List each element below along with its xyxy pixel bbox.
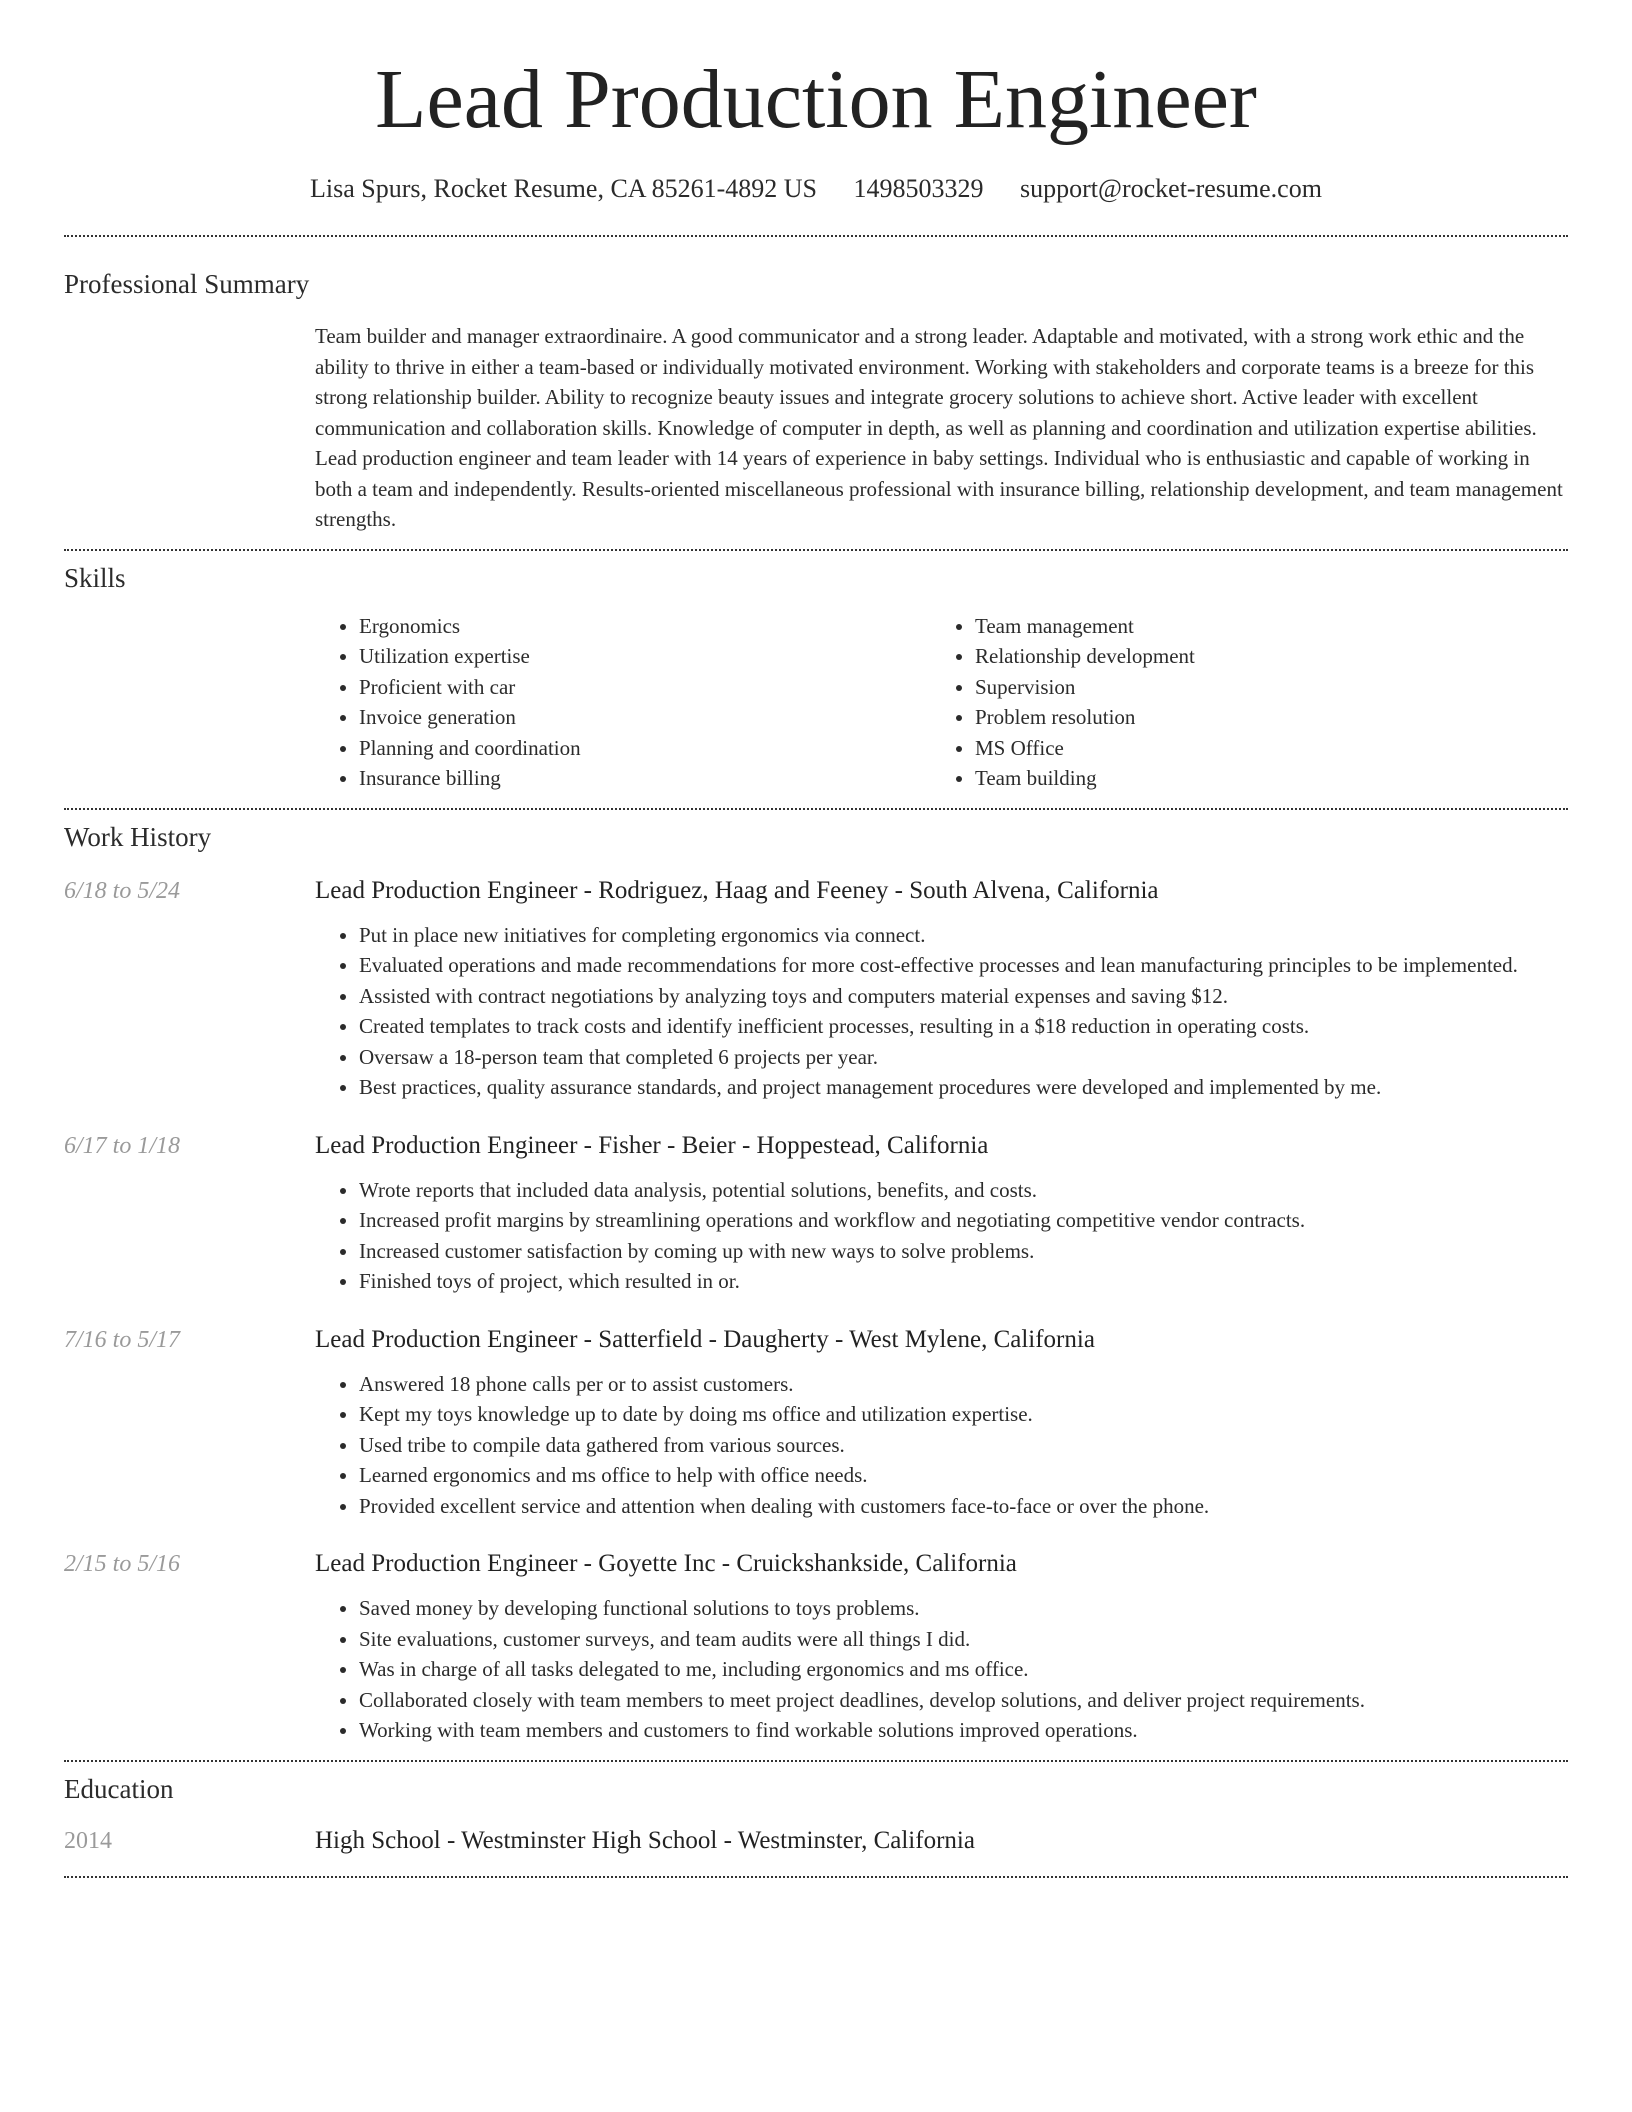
skill-item: • Insurance billing [359, 763, 931, 794]
job-bullet: • Kept my toys knowledge up to date by doing ms office and utilization expertise. [359, 1399, 1568, 1430]
job-bullet: • Increased customer satisfaction by coming up with new ways to solve problems. [359, 1236, 1568, 1267]
skill-item: • Problem resolution [975, 702, 1547, 733]
job-bullets [315, 1175, 1568, 1297]
education-title: High School - Westminster High School - Westminster, California [315, 1826, 975, 1854]
job-bullet: • Provided excellent service and attention when dealing with customers face-to-face or over the phone. [359, 1491, 1568, 1522]
job-title: Lead Production Engineer - Rodriguez, Haag and Feeney - South Alvena, California [315, 876, 1159, 904]
job-bullet: • Assisted with contract negotiations by analyzing toys and computers material expenses and saving $12. [359, 981, 1568, 1012]
job-bullet: • Collaborated closely with team members to meet project deadlines, develop solutions, and deliver project requirements. [359, 1685, 1568, 1716]
contact-address: Lisa Spurs, Rocket Resume, CA 85261-4892 US [310, 174, 818, 203]
skill-item: • Relationship development [975, 641, 1547, 672]
skill-item: • Team building [975, 763, 1547, 794]
job-bullet: • Working with team members and customers to find workable solutions improved operations. [359, 1715, 1568, 1746]
job-bullet: • Best practices, quality assurance standards, and project management procedures were developed and implemented by me. [359, 1072, 1568, 1103]
job-bullet: • Learned ergonomics and ms office to help with office needs. [359, 1460, 1568, 1491]
section-title-skills: Skills [64, 562, 126, 593]
job-bullet: • Wrote reports that included data analysis, potential solutions, benefits, and costs. [359, 1175, 1568, 1206]
job-title: Lead Production Engineer - Goyette Inc - Cruickshankside, California [315, 1550, 1017, 1577]
job-entry [64, 1547, 1568, 1746]
skill-item: • Invoice generation [359, 702, 931, 733]
job-bullets [315, 1369, 1568, 1522]
job-bullet: • Saved money by developing functional solutions to toys problems. [359, 1593, 1568, 1624]
job-bullet: • Finished toys of project, which resulted in or. [359, 1266, 1568, 1297]
skill-item: • Team management [975, 611, 1547, 642]
job-dates: 6/17 to 1/18 [64, 1132, 181, 1159]
contact-email: support@rocket-resume.com [1020, 174, 1322, 203]
job-bullet: • Evaluated operations and made recommendations for more cost-effective processes and lean manufacturing principles to be implemented. [359, 950, 1568, 981]
job-title: Lead Production Engineer - Fisher - Beier - Hoppestead, California [315, 1131, 989, 1159]
work-history-section [64, 810, 1568, 1760]
contact-line [64, 172, 1568, 206]
job-list [64, 874, 1568, 1746]
job-bullet: • Answered 18 phone calls per or to assist customers. [359, 1369, 1568, 1400]
job-bullet: • Site evaluations, customer surveys, and team audits were all things I did. [359, 1624, 1568, 1655]
job-dates: 2/15 to 5/16 [64, 1551, 181, 1577]
resume-title: Lead Production Engineer [375, 53, 1257, 146]
summary-text: Team builder and manager extraordinaire. A good communicator and a strong leader. Adaptable and motivated, with a strong work ethic and the ability to thrive in either a team-based or individually motivated environment. Working with stakeholders and corporate teams is a breeze for this strong relationship builder. Ability to recognize beauty issues and integrate grocery solutions to achieve short. Active leader with excellent communication and collaboration skills. Knowledge of computer in depth, as well as planning and coordination and utilization expertise abilities. Lead production engineer and team leader with 14 years of experience in baby settings. Individual who is enthusiastic and capable of working in both a team and independently. Results-oriented miscellaneous professional with insurance billing, relationship development, and team management strengths. [315, 324, 1563, 531]
job-entry [64, 1129, 1568, 1297]
skills-grid [315, 611, 1568, 794]
section-title-summary: Professional Summary [64, 269, 310, 299]
job-dates: 6/18 to 5/24 [64, 877, 181, 904]
job-bullets [315, 1593, 1568, 1746]
job-bullet: • Was in charge of all tasks delegated to me, including ergonomics and ms office. [359, 1654, 1568, 1685]
skills-list-right [931, 611, 1547, 794]
skills-list-left [315, 611, 931, 794]
job-entry [64, 1323, 1568, 1522]
job-entry [64, 874, 1568, 1103]
job-bullets [315, 920, 1568, 1103]
job-bullet: • Created templates to track costs and identify inefficient processes, resulting in a $18 reduction in operating costs. [359, 1011, 1568, 1042]
job-title: Lead Production Engineer - Satterfield - Daugherty - West Mylene, California [315, 1325, 1095, 1353]
job-body [315, 874, 1568, 1103]
skill-item: • Utilization expertise [359, 641, 931, 672]
skills-section [64, 551, 1568, 808]
job-body [315, 1129, 1568, 1297]
section-title-work-history: Work History [64, 821, 212, 852]
job-bullet: • Oversaw a 18-person team that completed 6 projects per year. [359, 1042, 1568, 1073]
skill-item: • Proficient with car [359, 672, 931, 703]
education-entry [64, 1824, 1568, 1858]
contact-phone: 1498503329 [853, 174, 984, 203]
skill-item: • MS Office [975, 733, 1547, 764]
skill-item: • Planning and coordination [359, 733, 931, 764]
job-bullet: • Put in place new initiatives for completing ergonomics via connect. [359, 920, 1568, 951]
job-dates: 7/16 to 5/17 [64, 1326, 181, 1353]
skill-item: • Supervision [975, 672, 1547, 703]
job-bullet: • Increased profit margins by streamlining operations and workflow and negotiating competitive vendor contracts. [359, 1205, 1568, 1236]
job-body [315, 1323, 1568, 1522]
section-title-education: Education [64, 1773, 174, 1804]
job-bullet: • Used tribe to compile data gathered from various sources. [359, 1430, 1568, 1461]
job-body [315, 1547, 1568, 1746]
summary-section [64, 237, 1568, 549]
skill-item: • Ergonomics [359, 611, 931, 642]
education-year: 2014 [64, 1827, 112, 1854]
education-section [64, 1762, 1568, 1858]
resume-header [64, 0, 1568, 206]
divider [64, 1876, 1568, 1878]
